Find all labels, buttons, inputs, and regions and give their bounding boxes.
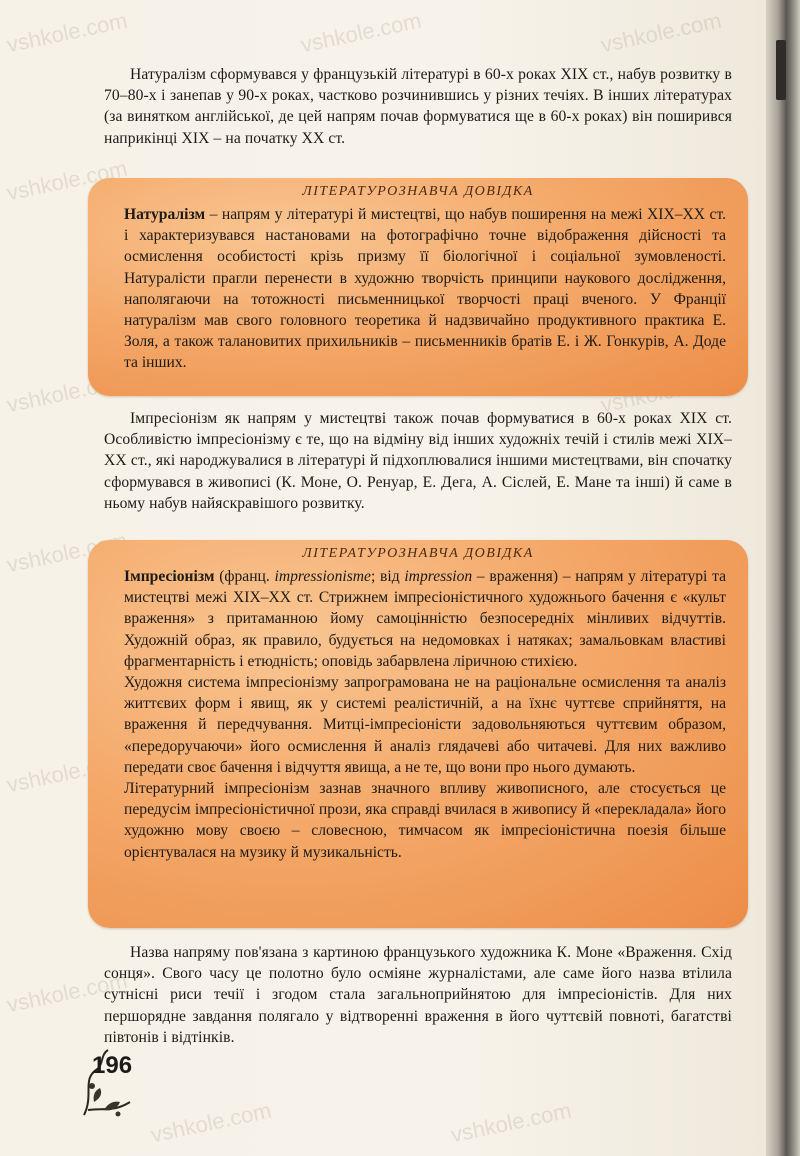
- paragraph-impressionism-intro: [104, 408, 732, 514]
- reference-paragraph: Художня система імпресіонізму запрограмована не на раціональне осмислення та аналіз життєвих форм і явищ, як у системі реалістичній, а на їхнє чуттєве сприйняття, на враження й передчування. Митці-імпресіоністи задовольняються чуттєвим образом, «передоручаючи» його осмислення й аналіз глядачеві або читачеві. Для них важливо передати своє бачення і відчуття явища, а не те, що вони про нього думають.: [124, 674, 726, 776]
- paragraph-monet-painting: [104, 942, 732, 1048]
- reference-box-title: ЛІТЕРАТУРОЗНАВЧА ДОВІДКА: [302, 184, 534, 199]
- term-lead: (франц.: [214, 568, 275, 585]
- foreign-word: impression: [404, 568, 473, 585]
- paragraph-naturalism-intro: [104, 64, 732, 149]
- reference-box-body: [88, 564, 748, 863]
- paragraph-text: Імпресіонізм як напрям у мистецтві також почав формуватися в 60-х роках XIX ст. Особливістю імпресіонізму є те, що на відміну від інших художніх течій і стилів межі XIX–XX ст., які народжувалися в літературі й підхоплювалися іншими мистецтвами, він спочатку сформувався в живописі (К. Моне, О. Ренуар, Е. Дега, А. Сіслей, Е. Мане та інші) й саме в ньому набув найяскравішого розвитку.: [104, 410, 732, 512]
- term-impressionism: Імпресіонізм: [124, 568, 215, 585]
- page-number: 196: [92, 1052, 133, 1079]
- reference-box-title: ЛІТЕРАТУРОЗНАВЧА ДОВІДКА: [302, 546, 534, 561]
- reference-box-naturalism: [88, 178, 748, 396]
- term-definition: – напрям у літературі й мистецтві, що набув поширення на межі XIX–XX ст. і характеризувався настановами на фотографічно точне відображення дійсності та осмислення особистості крізь призму її біологічної і соціальної зумовленості. Натуралісти прагли перенести в художню творчість принципи наукового дослідження, наполягаючи на тотожності письменницької творчості праці вченого. У Франції натуралізм мав свого головного теоретика й надзвичайно продуктивного практика Е. Золя, а також талановитих прихильників – письменників братів Е. і Ж. Гонкурів, А. Доде та інших.: [124, 206, 726, 372]
- foreign-word: impressionisme: [274, 568, 371, 585]
- term-definition: – враження) – напрям у літературі та мистецтві межі XIX–XX ст. Стрижнем імпресіоністичного художнього бачення є «культ враження» з притаманною йому самоцінністю безпосередніх мінливих відчуттів. Художній образ, як правило, будується на недомовках і натяках; замальовкам властиві фрагментарність і етюдність; оповідь забарвлена ліричною стихією.: [124, 568, 727, 670]
- reference-box-impressionism: [88, 540, 748, 928]
- paragraph-text: Натуралізм сформувався у французькій літературі в 60-х роках XIX ст., набув розвитку в 70–80-х і занепав у 90-х роках, частково розчинившись у різних течіях. В інших літературах (за винятком англійської, де цей напрям почав формуватися ще в 60-х роках) він поширився наприкінці XIX – на початку XX ст.: [104, 66, 732, 147]
- term-mid: ; від: [370, 568, 405, 585]
- reference-box-body: [88, 202, 748, 374]
- reference-paragraph: Літературний імпресіонізм зазнав значного впливу живописного, але стосується це передусім імпресіоністичної прози, яка справді вчилася в живопису й «перекладала» його художню мову своєю – словесною, тимчасом як імпресіоністична поезія більше орієнтувалася на музику й музикальність.: [124, 780, 726, 861]
- paragraph-text: Назва напряму пов'язана з картиною французького художника К. Моне «Враження. Схід сонця». Свого часу це полотно було осміяне журналістами, але саме його назва втілила сутнісні риси течії і згодом стала загальноприйнятою для імпресіоністів. Для них першорядне завдання полягало у відтворенні враження в його чуттєвій повноті, багатстві півтонів і відтінків.: [104, 944, 732, 1046]
- book-spine: [766, 0, 800, 1156]
- term-naturalism: Натуралізм: [124, 206, 206, 223]
